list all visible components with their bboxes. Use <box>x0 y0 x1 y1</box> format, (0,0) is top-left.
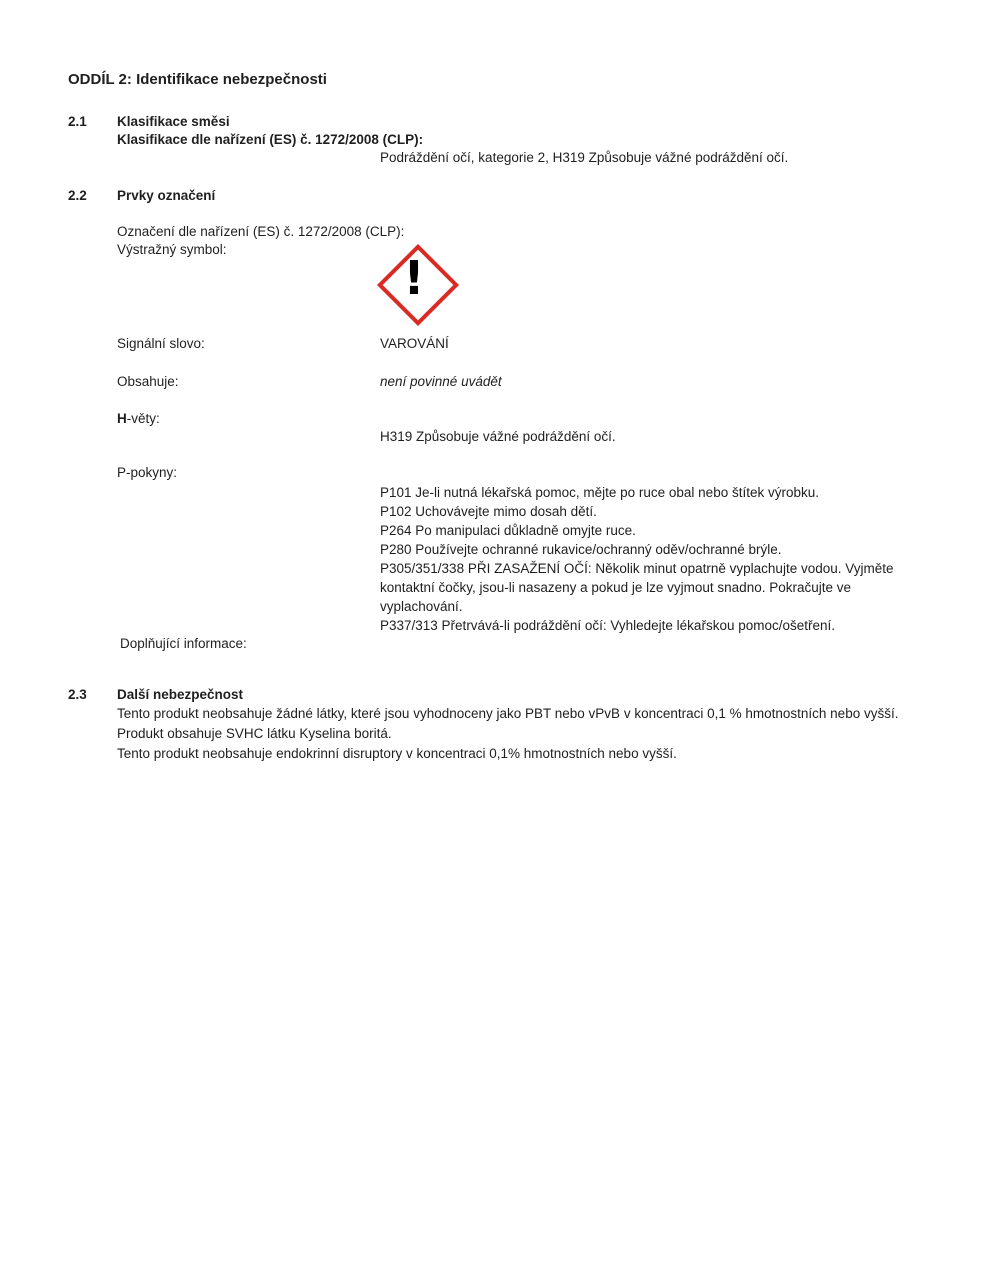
p-statement: P101 Je-li nutná lékařská pomoc, mějte po ruce obal nebo štítek výrobku. <box>380 485 819 500</box>
p-statement: P305/351/338 PŘI ZASAŽENÍ OČÍ: Několik minut opatrně vyplachujte vodou. Vyjměte kontaktní čočky, jsou-li nasazeny a pokud je lze vyjmout snadno. Pokračujte ve vyplachování. <box>380 561 894 614</box>
exclamation-icon: ! <box>403 250 425 305</box>
signal-word-label: Signální slovo: <box>117 336 205 351</box>
contains-value: není povinné uvádět <box>380 374 502 389</box>
contains-label: Obsahuje: <box>117 374 179 389</box>
p-statement: P102 Uchovávejte mimo dosah dětí. <box>380 504 597 519</box>
section-2-1-title: Klasifikace směsi <box>117 114 230 129</box>
p-statements-label: P-pokyny: <box>117 465 178 480</box>
h-label-prefix: H <box>117 411 127 426</box>
ghs07-pictogram-icon <box>376 243 452 319</box>
labeling-regulation-line: Označení dle nařízení (ES) č. 1272/2008 (CLP): <box>117 224 405 239</box>
other-hazards-line: Produkt obsahuje SVHC látku Kyselina boritá. <box>117 726 392 741</box>
h-label-suffix: -věty: <box>126 411 160 426</box>
p-statement: P280 Používejte ochranné rukavice/ochranný oděv/ochranné brýle. <box>380 542 782 557</box>
h-statements-label <box>117 409 160 428</box>
additional-info-label: Doplňující informace: <box>120 636 247 651</box>
h-statement-value: H319 Způsobuje vážné podráždění očí. <box>380 429 616 444</box>
p-statement: P264 Po manipulaci důkladně omyjte ruce. <box>380 523 636 538</box>
p-statement: P337/313 Přetrvává-li podráždění očí: Vyhledejte lékařskou pomoc/ošetření. <box>380 618 836 633</box>
section-2-1-subtitle: Klasifikace dle nařízení (ES) č. 1272/2008 (CLP): <box>117 132 424 147</box>
classification-value: Podráždění očí, kategorie 2, H319 Způsobuje vážné podráždění očí. <box>380 150 789 165</box>
section-2-3-number: 2.3 <box>68 687 87 702</box>
other-hazards-line: Tento produkt neobsahuje žádné látky, které jsou vyhodnoceny jako PBT nebo vPvB v koncentraci 0,1 % hmotnostních nebo vyšší. <box>117 706 899 721</box>
p-statements-list <box>380 483 925 635</box>
signal-word-value: VAROVÁNÍ <box>380 336 449 351</box>
section-2-2-title: Prvky označení <box>117 188 216 203</box>
other-hazards-line: Tento produkt neobsahuje endokrinní disruptory v koncentraci 0,1% hmotnostních nebo vyšší. <box>117 746 677 761</box>
section-2-2-number: 2.2 <box>68 188 87 203</box>
section-2-3-title: Další nebezpečnost <box>117 687 244 702</box>
section-2-1-number: 2.1 <box>68 114 87 129</box>
other-hazards-text <box>117 704 947 764</box>
section-heading: ODDÍL 2: Identifikace nebezpečnosti <box>68 71 327 88</box>
warning-symbol-label: Výstražný symbol: <box>117 242 227 257</box>
